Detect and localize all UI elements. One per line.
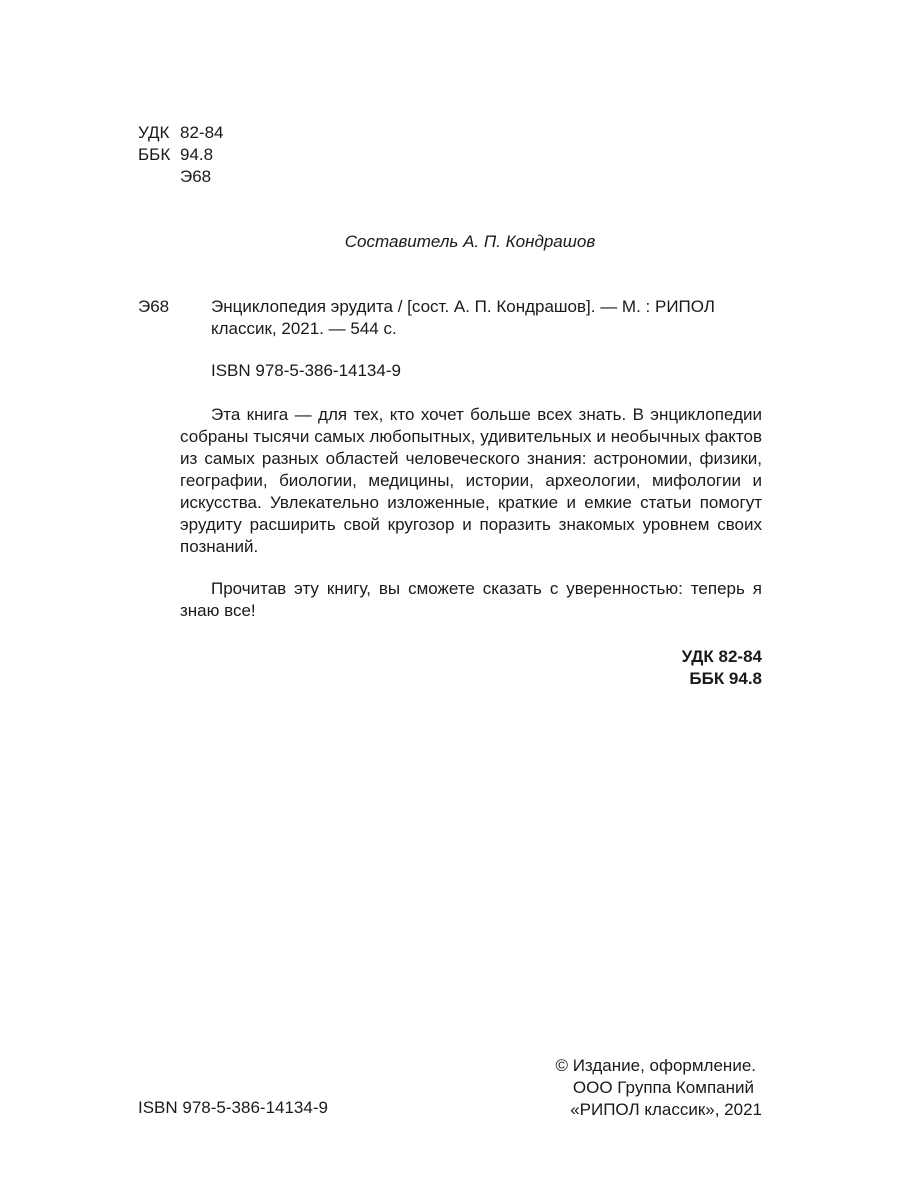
entry-author-sign: Э68 <box>138 297 170 316</box>
entry-line-1: Энциклопедия эрудита / [сост. А. П. Кондрашов]. — М. : РИПОЛ <box>211 297 715 316</box>
udk-row <box>138 122 223 144</box>
copyright-line-2: ООО Группа Компаний <box>572 1078 754 1097</box>
classification-codes-bottom <box>682 646 762 690</box>
copyright-notice <box>555 1055 762 1121</box>
bibliographic-entry <box>138 296 762 340</box>
bbk-value: 94.8 <box>180 145 214 164</box>
copyright-line-1: © Издание, оформление. <box>555 1056 756 1075</box>
author-sign: Э68 <box>180 167 212 186</box>
author-sign-row <box>138 166 223 188</box>
entry-line-2: классик, 2021. — 544 с. <box>211 319 397 338</box>
udk-value: 82-84 <box>180 123 224 142</box>
udk-bottom: УДК 82-84 <box>681 647 762 666</box>
classification-codes-top <box>138 122 223 188</box>
annotation-paragraph-2: Прочитав эту книгу, вы сможете сказать с уверенностью: теперь я знаю все! <box>180 579 762 620</box>
copyright-line-3: «РИПОЛ классик», 2021 <box>570 1100 762 1119</box>
bbk-bottom: ББК 94.8 <box>689 669 762 688</box>
entry-isbn: ISBN 978-5-386-14134-9 <box>211 361 401 380</box>
annotation <box>180 404 762 622</box>
bbk-label: ББК <box>138 145 171 164</box>
annotation-paragraph-1: Эта книга — для тех, кто хочет больше всех знать. В энциклопедии собраны тысячи самых любопытных, удивительных и необычных фактов из самых разных областей человеческого знания: астрономии, физики, географии, биологии, медицины, истории, археологии, мифологии и искусства. Увлекательно изложенные, краткие и емкие статьи помогут эрудиту расширить свой кругозор и поразить знакомых уровнем своих познаний. <box>180 405 762 556</box>
bbk-row <box>138 144 223 166</box>
entry-description <box>211 296 762 340</box>
compiler-line: Составитель А. П. Кондрашов <box>344 232 596 251</box>
isbn-bottom: ISBN 978-5-386-14134-9 <box>138 1098 328 1117</box>
udk-label: УДК <box>138 123 170 142</box>
